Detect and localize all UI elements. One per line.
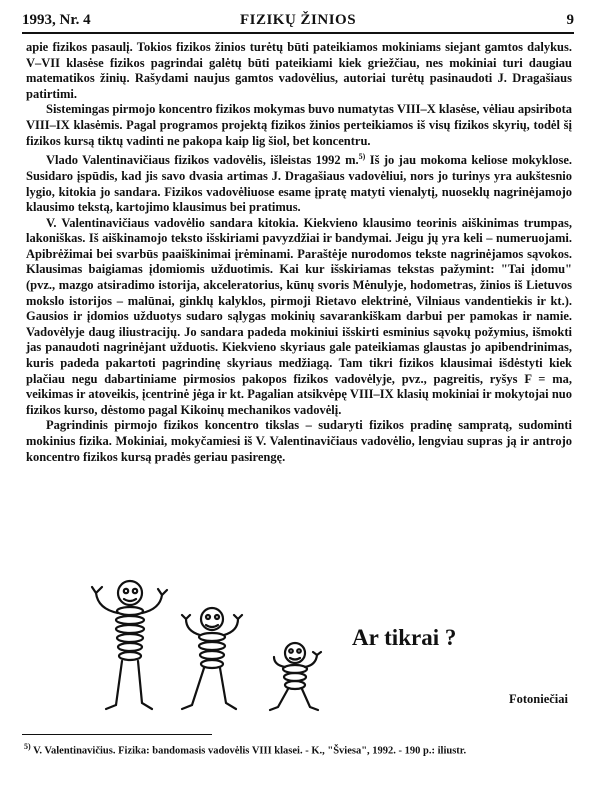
paragraph: Sistemingas pirmojo koncentro fizikos mokymas buvo numatytas VIII–X klasėse, vėliau apsiribota VIII–IX klasėmis. Pagal programos projektą fizikos žinios perteikiamos iš visų fizikos skyrių, todėl šį fizikos kursą tiktų vadinti ne pakopa kaip lig šiol, bet koncentru. xyxy=(26,102,572,148)
footnote-divider xyxy=(22,734,212,735)
illustration-credit: Fotoniečiai xyxy=(508,692,568,706)
paragraph-rest: Iš jo jau mokoma keliose mokyklose. Susidaro įspūdis, kad jis savo dvasia artimas J. Dragašiaus vadovėliui, nors jo turinys yra aukštesnio lygio, kitokia jo sandara. Fizikos vadovėliuose esame įpratę matyti vienalytį, nuoseklų nagrinėjamojo klausimo tekstą, kartojimo klausimus bei pratimus. xyxy=(26,153,572,215)
footnote-mark: 5) xyxy=(24,742,31,751)
page-number: 9 xyxy=(566,12,574,28)
article-body xyxy=(26,40,572,465)
spring-man-tall-icon xyxy=(92,581,167,709)
issue-label: 1993, Nr. 4 xyxy=(22,12,91,28)
paragraph: V. Valentinavičiaus vadovėlio sandara kitokia. Kiekvieno klausimo teorinis aiškinimas trumpas, lakoniškas. Iš aiškinamojo teksto išskiriami pavyzdžiai ir bandymai. Jeigu jų yra keli – numeruojami. Apibrėžimai bei svarbūs paaiškinimai įrėminami. Paraštėje nurodomos tekste nagrinėjamos sąvokos. Klausimas baigiamas įdomiomis užduotimis. Kai kur išskiriamas tekstas pažymint: "Tai įdomu" (pvz., mazgo atsiradimo istorija, akceleratorius, kūnų svoris Mėnulyje, hodometras, žinios iš Lietuvos mokslo istorijos – malūnai, ginklų kalyklos, pirmoji Rietavo elektrinė, Vilniaus vandentiekis ir kt.). Gausios ir įdomios užduotys sudaro sąlygas mokinių savarankiškam darbui per pamokas ir namie. Vadovėlyje daug iliustracijų. Jo sandara padeda mokiniui išskirti esminius sąvokų požymius, išmokti jas panaudoti nagrinėjant užduotis. Kiekvieno skyriaus gale pateikiamas glaustas jo apibendrinimas, kuris padeda pakartoti pagrindinę skyriaus medžiagą. Tam tikri fizikos klausimai išdėstyti kiek plačiau negu dabartiniame pirmosios pakopos fizikos vadovėlyje, pvz., pagreitis, ryšys F = ma, veikimas ir atoveikis, įcentrinė jėga ir kt. Pagalian atsikvėpę VIII–IX klasių mokiniai ir mokytojai nuo fizikos kurso, dėstomo pagal Kikoinų mechanikos vadovėlį. xyxy=(26,215,572,417)
paragraph: apie fizikos pasaulį. Tokios fizikos žinios turėtų būti pateikiamos mokiniams siejant gamtos dalykus. V–VII klasėse fizikos pagrindai galėtų būti pateikiami kiek griežčiau, nes mokiniai turi daugiau matematikos žinių. Rašydami naujus gamtos vadovėlius, autoriai turėtų pasinaudoti J. Dragašiaus patirtimi. xyxy=(26,40,572,101)
running-header xyxy=(22,10,574,34)
footnote xyxy=(24,740,572,758)
spring-man-short-icon xyxy=(270,643,321,710)
illustration-caption: Ar tikrai ? xyxy=(352,625,457,650)
footnote-reference: 5) xyxy=(358,152,366,162)
journal-title: FIZIKŲ ŽINIOS xyxy=(239,12,357,28)
footnote-text: V. Valentinavičius. Fizika: bandomasis vadovėlis VIII klasei. - K., "Šviesa", 1992. - 190 p.: iliustr. xyxy=(30,745,467,757)
paragraph-start: Vlado Valentinavičiaus fizikos vadovėlis, išleistas 1992 m. xyxy=(46,153,359,168)
paragraph-with-footnote xyxy=(26,149,572,216)
spring-man-medium-icon xyxy=(182,608,242,709)
paragraph: Pagrindinis pirmojo fizikos koncentro tikslas – sudaryti fizikos pradinę sampratą, sudominti mokinius fizika. Mokiniai, mokyčamiesi iš V. Valentinavičiaus vadovėlio, lengviau supras ją ir antrojo koncentro fizikos kursą pradės geriau pasirengę. xyxy=(26,418,572,464)
